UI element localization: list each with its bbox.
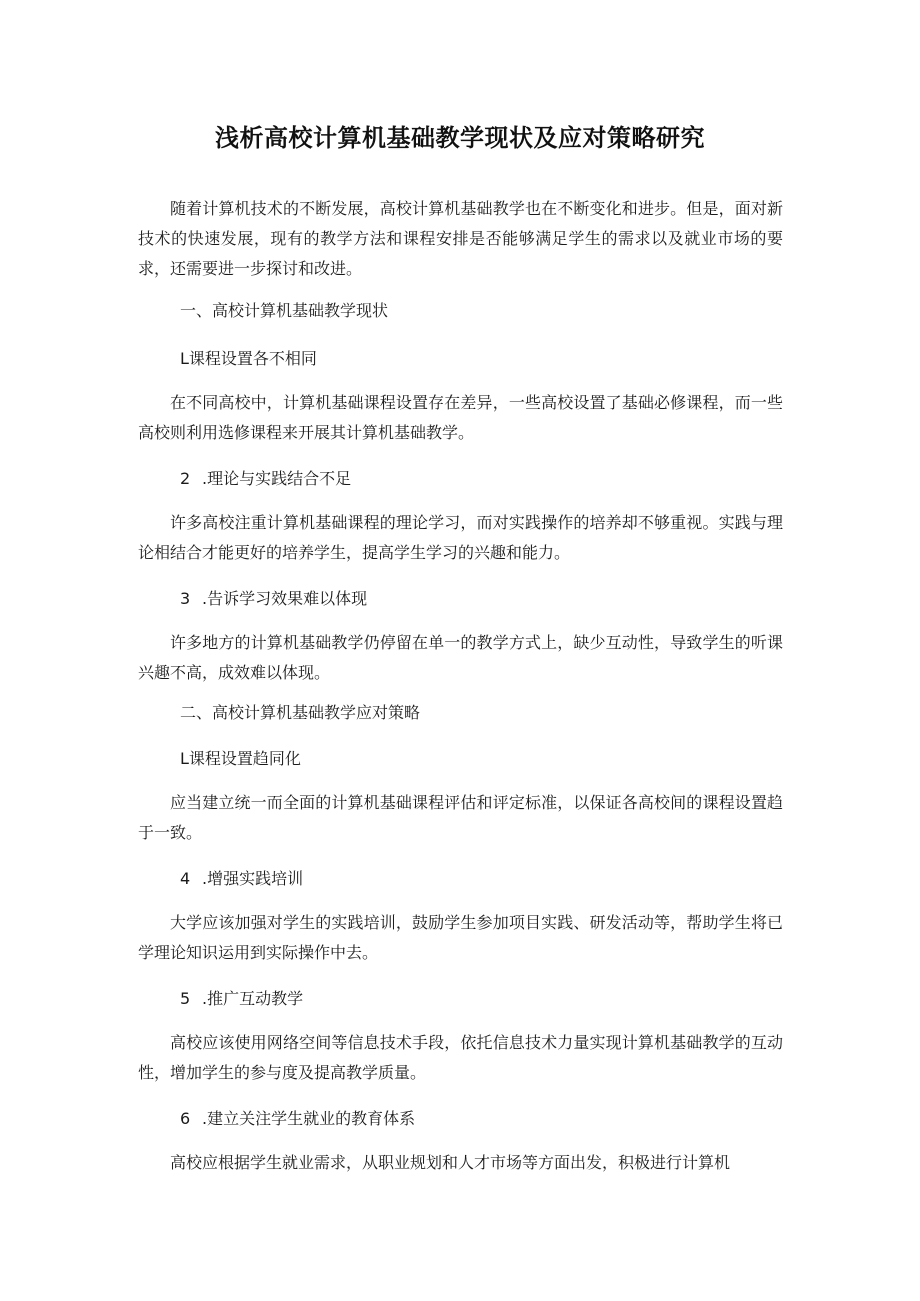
item-number: 4 [180, 869, 191, 888]
paragraph-course-setting: 在不同高校中，计算机基础课程设置存在差异，一些高校设置了基础必修课程，而一些高校则利用选修课程来开展其计算机基础教学。 [138, 393, 783, 442]
section-heading-strategy: 二、高校计算机基础教学应对策略 [180, 703, 421, 722]
paragraph-learning-effect: 许多地方的计算机基础教学仍停留在单一的教学方式上，缺少互动性，导致学生的听课兴趣不高，成效难以体现。 [138, 633, 783, 682]
paragraph-interactive-teaching: 高校应该使用网络空间等信息技术手段，依托信息技术力量实现计算机基础教学的互动性，增加学生的参与度及提高教学质量。 [138, 1033, 783, 1082]
item-number: 3 [180, 589, 191, 608]
intro-paragraph: 随着计算机技术的不断发展，高校计算机基础教学也在不断变化和进步。但是，面对新技术的快速发展，现有的教学方法和课程安排是否能够满足学生的需求以及就业市场的要求，还需要进一步探讨和改进。 [138, 199, 783, 278]
paragraph-employment-system: 高校应根据学生就业需求，从职业规划和人才市场等方面出发，积极进行计算机 [170, 1153, 731, 1172]
subheading-employment-system [138, 1104, 825, 1134]
subheading-course-unify: L课程设置趋同化 [180, 749, 301, 768]
paragraph-course-unify: 应当建立统一而全面的计算机基础课程评估和评定标准，以保证各高校间的课程设置趋于一致。 [138, 793, 783, 842]
document-title: 浅析高校计算机基础教学现状及应对策略研究 [215, 124, 705, 152]
item-number: 2 [180, 469, 191, 488]
subheading-practice-training [138, 864, 825, 894]
subheading-text: .告诉学习效果难以体现 [202, 589, 368, 608]
subheading-text: .理论与实践结合不足 [202, 469, 352, 488]
paragraph-practice-training: 大学应该加强对学生的实践培训，鼓励学生参加项目实践、研发活动等，帮助学生将已学理论知识运用到实际操作中去。 [138, 913, 783, 962]
subheading-text: .建立关注学生就业的教育体系 [202, 1109, 416, 1128]
item-number: 5 [180, 989, 191, 1008]
subheading-course-setting: L课程设置各不相同 [180, 349, 317, 368]
subheading-interactive-teaching [138, 984, 825, 1014]
subheading-learning-effect [138, 584, 825, 614]
section-heading-status: 一、高校计算机基础教学现状 [180, 301, 389, 320]
subheading-text: .推广互动教学 [202, 989, 304, 1008]
item-number: 6 [180, 1109, 191, 1128]
paragraph-theory-practice: 许多高校注重计算机基础课程的理论学习，而对实践操作的培养却不够重视。实践与理论相结合才能更好的培养学生，提高学生学习的兴趣和能力。 [138, 513, 783, 562]
subheading-text: .增强实践培训 [202, 869, 304, 888]
subheading-theory-practice [138, 464, 825, 494]
